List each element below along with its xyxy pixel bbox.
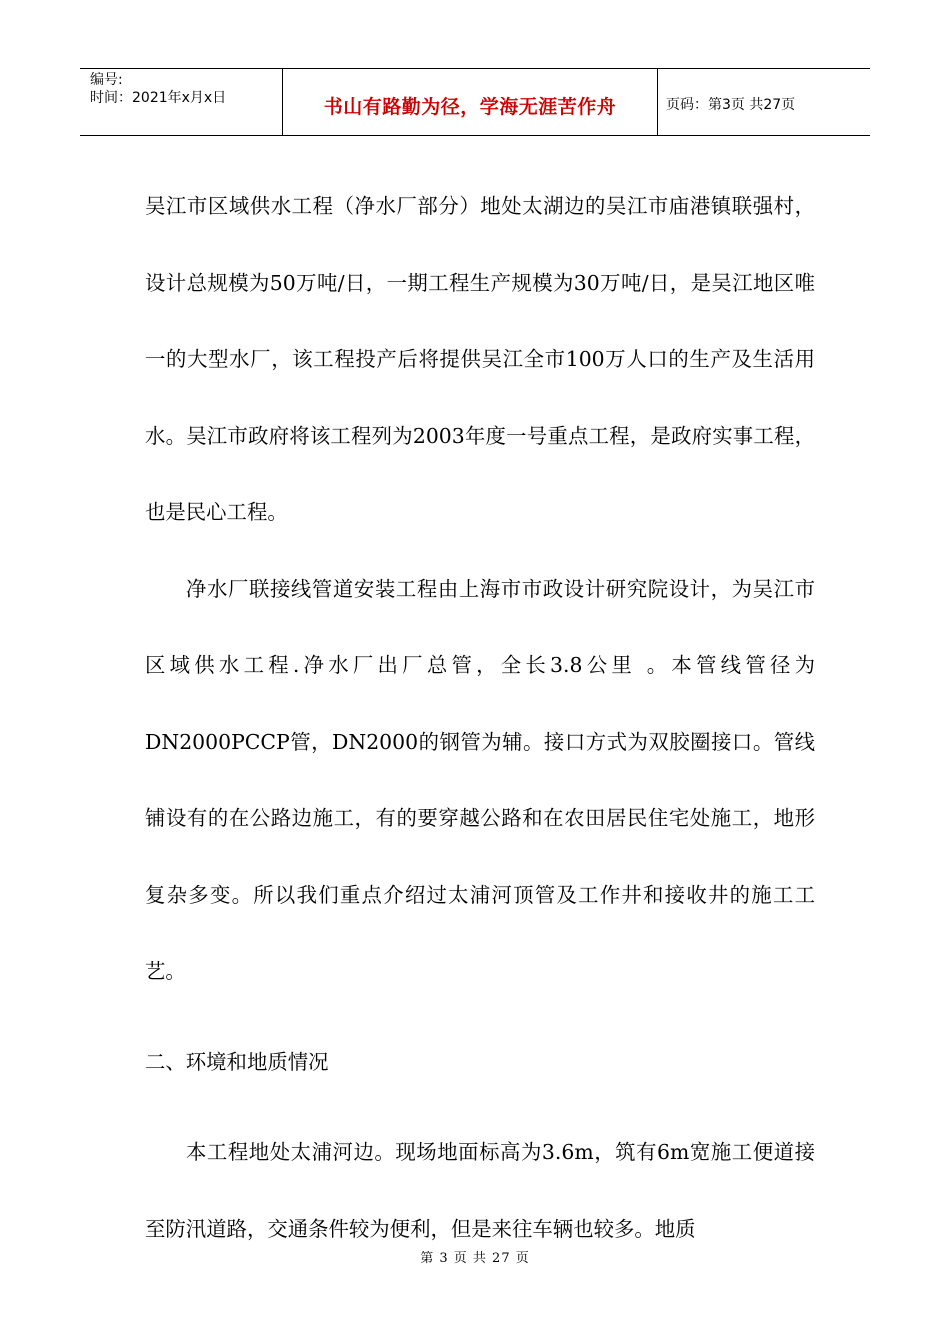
header-page-info: 页码：第3页 共27页 xyxy=(666,97,796,113)
section-heading-2: 二、环境和地质情况 xyxy=(145,1049,329,1074)
document-number-label: 编号: xyxy=(90,72,123,88)
document-body xyxy=(145,168,815,1267)
header-motto-cell xyxy=(282,69,658,135)
header-motto: 书山有路勤为径，学海无涯苦作舟 xyxy=(323,96,617,118)
body-paragraph-3: 本工程地处太浦河边。现场地面标高为3.6m，筑有6m宽施工便道接至防汛道路，交通条件较为便利，但是来往车辆也较多。地质 xyxy=(145,1140,815,1241)
body-paragraph-2: 净水厂联接线管道安装工程由上海市市政设计研究院设计，为吴江市区域供水工程.净水厂出厂总管，全长3.8公里 。本管线管径为DN2000PCCP管，DN2000的钢管为辅。接口方式为双胶圈接口。管线铺设有的在公路边施工，有的要穿越公路和在农田居民住宅处施工，地形复杂多变。所以我们重点介绍过太浦河顶管及工作井和接收井的施工工艺。 xyxy=(145,576,815,983)
page-header xyxy=(80,68,870,136)
header-meta xyxy=(80,69,282,135)
document-time-label: 时间：2021年x月x日 xyxy=(90,90,227,106)
header-page-cell xyxy=(658,69,870,135)
body-paragraph-1: 吴江市区域供水工程（净水厂部分）地处太湖边的吴江市庙港镇联强村，设计总规模为50万吨/日，一期工程生产规模为30万吨/日，是吴江地区唯一的大型水厂，该工程投产后将提供吴江全市100万人口的生产及生活用水。吴江市政府将该工程列为2003年度一号重点工程，是政府实事工程，也是民心工程。 xyxy=(145,194,815,524)
page-footer: 第 3 页 共 27 页 xyxy=(420,1251,530,1266)
